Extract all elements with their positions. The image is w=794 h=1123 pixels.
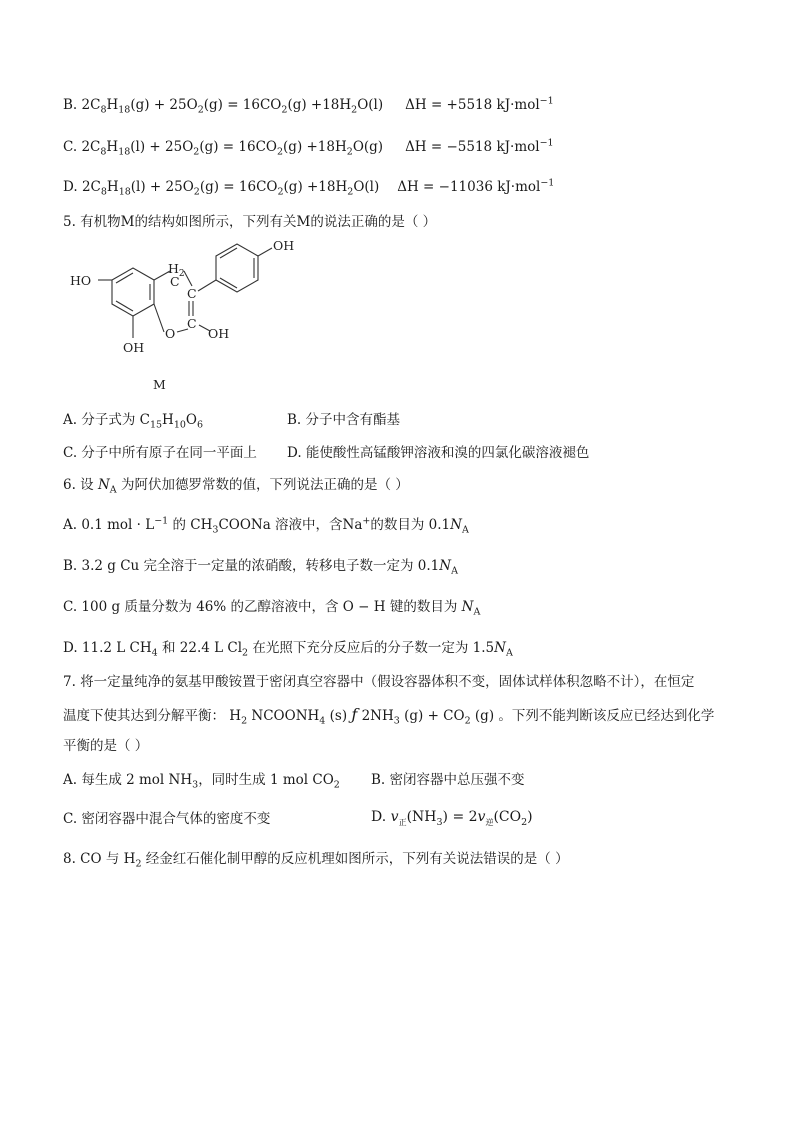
q5-option-b: B. 分子中含有酯基 bbox=[287, 412, 401, 428]
q7-stem-line1: 7. 将一定量纯净的氨基甲酸铵置于密闭真空容器中（假设容器体积不变，固体试样体积忽略不计），在恒定 bbox=[63, 674, 695, 690]
oh-top-label: OH bbox=[273, 238, 295, 253]
q6-option-b: B. 3.2 g Cu 完全溶于一定量的浓硝酸，转移电子数一定为 $0.1N_A$ bbox=[63, 558, 458, 577]
molecule-m-structure bbox=[60, 228, 300, 398]
c-label-bottom: C bbox=[187, 316, 197, 331]
q5-option-d: D. 能使酸性高锰酸钾溶液和溴的四氯化碳溶液褪色 bbox=[287, 445, 590, 461]
q4-option-d: D. $2C_8H_{18}(l) + 25O_2(g) = 16CO_2(g) +18H_2O(l) \Delta H = -11036$ kJ·mol$^{-1}$ bbox=[63, 177, 555, 198]
oh-bottom-label: OH bbox=[123, 340, 145, 355]
q7-option-a: A. 每生成 2 mol $NH_3$，同时生成 1 mol $CO_2$ bbox=[63, 772, 340, 791]
oh-right-label: OH bbox=[208, 326, 230, 341]
q5-stem: 5. 有机物M的结构如图所示，下列有关M的说法正确的是（ ） bbox=[63, 214, 437, 230]
q7-option-c: C. 密闭容器中混合气体的密度不变 bbox=[63, 811, 271, 827]
q4-option-c: C. $2C_8H_{18}(l) + 25O_2(g) = 16CO_2(g) +18H_2O(g) \Delta H = -5518$ kJ·mol$^{-1}$ bbox=[63, 137, 554, 158]
q7-stem-line2: 温度下使其达到分解平衡： $H_2$ $NCOONH_4$ (s) ƒ $2NH_3$ $(g) + CO_2$ (g) 。下列不能判断该反应已经达到化学 bbox=[63, 705, 715, 727]
c-label-top: C bbox=[170, 274, 180, 289]
svg-text:H2: $H_2$ bbox=[168, 261, 185, 279]
q8-stem: 8. CO 与 $H_2$ 经金红石催化制甲醇的反应机理如图所示，下列有关说法错误的是（ ） bbox=[63, 851, 569, 870]
q6-option-a: A. 0.1 mol · $L^{-1}$ 的 $CH_3COONa$ 溶液中，含Na+的数目为 $0.1N_A$ bbox=[63, 515, 469, 536]
q7-stem-line3: 平衡的是（ ） bbox=[63, 738, 149, 754]
equilibrium-symbol: ƒ bbox=[351, 705, 358, 724]
q7-option-d: D. $v_正(NH_3) = 2v_逆(CO_2)$ bbox=[371, 809, 533, 828]
q7-option-b: B. 密闭容器中总压强不变 bbox=[371, 772, 525, 788]
q5-option-a: A. 分子式为 $C_{15}H_{10}O_6$ bbox=[63, 412, 204, 431]
q6-option-c: C. 100 g 质量分数为 46% 的乙醇溶液中，含 O − H 键的数目为 $N_A$ bbox=[63, 599, 481, 618]
q5-option-c: C. 分子中所有原子在同一平面上 bbox=[63, 445, 257, 461]
q4-option-b: B. $2C_8H_{18}(g) + 25O_2(g) = 16CO_2(g) +18H_2O(l) \Delta H = +5518$ kJ·mol$^{-1}$ bbox=[63, 95, 554, 116]
q6-stem: 6. 设 $N_A$ 为阿伏加德罗常数的值，下列说法正确的是（ ） bbox=[63, 477, 409, 496]
c-label-mid: C bbox=[187, 286, 197, 301]
molecule-name: M bbox=[153, 377, 166, 392]
h2-label: H bbox=[168, 261, 179, 276]
ring-oxygen-label: O bbox=[165, 326, 176, 341]
q6-option-d: D. 11.2 L $CH_4$ 和 22.4 L $Cl_2$ 在光照下充分反应后的分子数一定为 $1.5N_A$ bbox=[63, 640, 513, 659]
ho-left-label: HO bbox=[70, 273, 92, 288]
